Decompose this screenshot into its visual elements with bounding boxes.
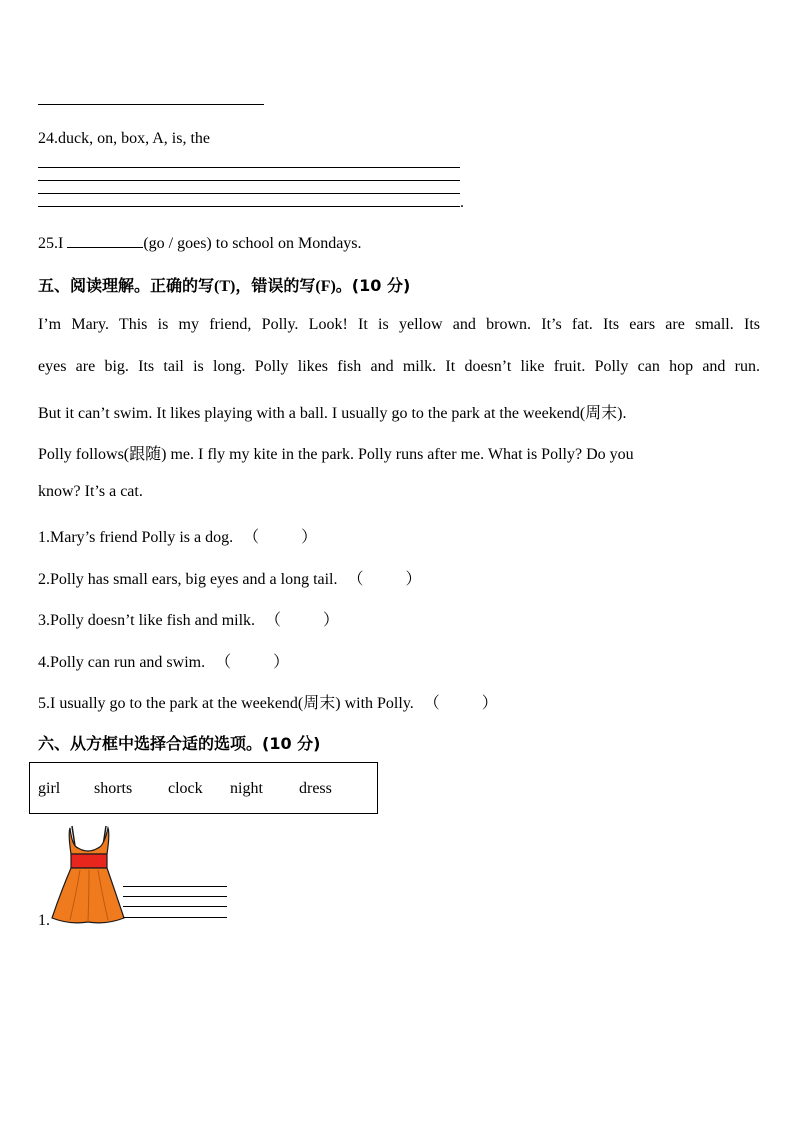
section-5-title: 五、阅读理解。正确的写 — [38, 276, 215, 295]
section-5-middle: ，错误的写 — [235, 276, 316, 295]
question-24-end-mark: . — [460, 194, 464, 211]
section-5-heading — [38, 273, 410, 296]
statement-text: 5.I usually go to the park at the weekend(周末) with Polly. — [38, 695, 414, 712]
question-24-words: duck, on, box, A, is, the — [58, 130, 210, 147]
passage-line: I’m Mary. This is my friend, Polly. Look! It is yellow and brown. It’s fat. Its ears are small. Its — [38, 316, 760, 333]
section-6-heading: 六、从方框中选择合适的选项。(10 分) — [38, 734, 321, 753]
passage-line: eyes are big. Its tail is long. Polly likes fish and milk. It doesn’t like fruit. Polly can hop and run. — [38, 358, 760, 375]
statement-1 — [38, 524, 317, 547]
question-25-before: I — [58, 235, 64, 252]
question-24-number: 24. — [38, 130, 58, 147]
passage-line: know? It’s a cat. — [38, 483, 143, 500]
answer-line-24-2[interactable] — [38, 180, 460, 181]
answer-line-24-1[interactable] — [38, 167, 460, 168]
passage-line: But it can’t swim. It likes playing with a ball. I usually go to the park at the weekend(周末). — [38, 405, 627, 422]
answer-line-item1-1[interactable] — [123, 886, 227, 887]
statement-2 — [38, 566, 422, 589]
answer-line-item1-2[interactable] — [123, 896, 227, 897]
answer-line-24-4[interactable] — [38, 206, 460, 207]
question-24 — [38, 130, 210, 148]
word-option: girl — [38, 780, 61, 797]
answer-paren-4[interactable]: （ ） — [215, 654, 290, 671]
section-5-f-mark: (F) — [315, 278, 336, 295]
answer-paren-3[interactable]: （ ） — [265, 612, 340, 629]
answer-line-item1-3[interactable] — [123, 906, 227, 907]
answer-paren-2[interactable]: （ ） — [347, 571, 422, 588]
question-25-blank[interactable] — [67, 233, 143, 248]
word-option: night — [230, 780, 263, 797]
question-25-number: 25. — [38, 235, 58, 252]
word-box — [29, 762, 378, 814]
answer-paren-1[interactable]: （ ） — [243, 529, 318, 546]
section-5-score: 。(10 分) — [335, 276, 411, 295]
word-option: shorts — [94, 780, 133, 797]
passage-line: Polly follows(跟随) me. I fly my kite in the park. Polly runs after me. What is Polly? Do you — [38, 446, 634, 463]
item-1-number: 1. — [38, 912, 50, 929]
dress-icon — [50, 824, 126, 926]
word-option: clock — [168, 780, 203, 797]
answer-line-top[interactable] — [38, 104, 264, 105]
statement-text: 3.Polly doesn’t like fish and milk. — [38, 612, 256, 629]
statement-4 — [38, 649, 289, 672]
statement-text: 1.Mary’s friend Polly is a dog. — [38, 529, 234, 546]
section-5-t-mark: (T) — [214, 278, 236, 295]
answer-line-item1-4[interactable] — [123, 917, 227, 918]
answer-paren-5[interactable]: （ ） — [423, 695, 498, 712]
statement-3 — [38, 607, 339, 630]
question-25-after: (go / goes) to school on Mondays. — [143, 235, 362, 252]
answer-line-24-3[interactable] — [38, 193, 460, 194]
word-option: dress — [299, 780, 332, 797]
statement-text: 4.Polly can run and swim. — [38, 654, 206, 671]
statement-text: 2.Polly has small ears, big eyes and a long tail. — [38, 571, 338, 588]
question-25 — [38, 233, 362, 253]
statement-5 — [38, 690, 498, 713]
